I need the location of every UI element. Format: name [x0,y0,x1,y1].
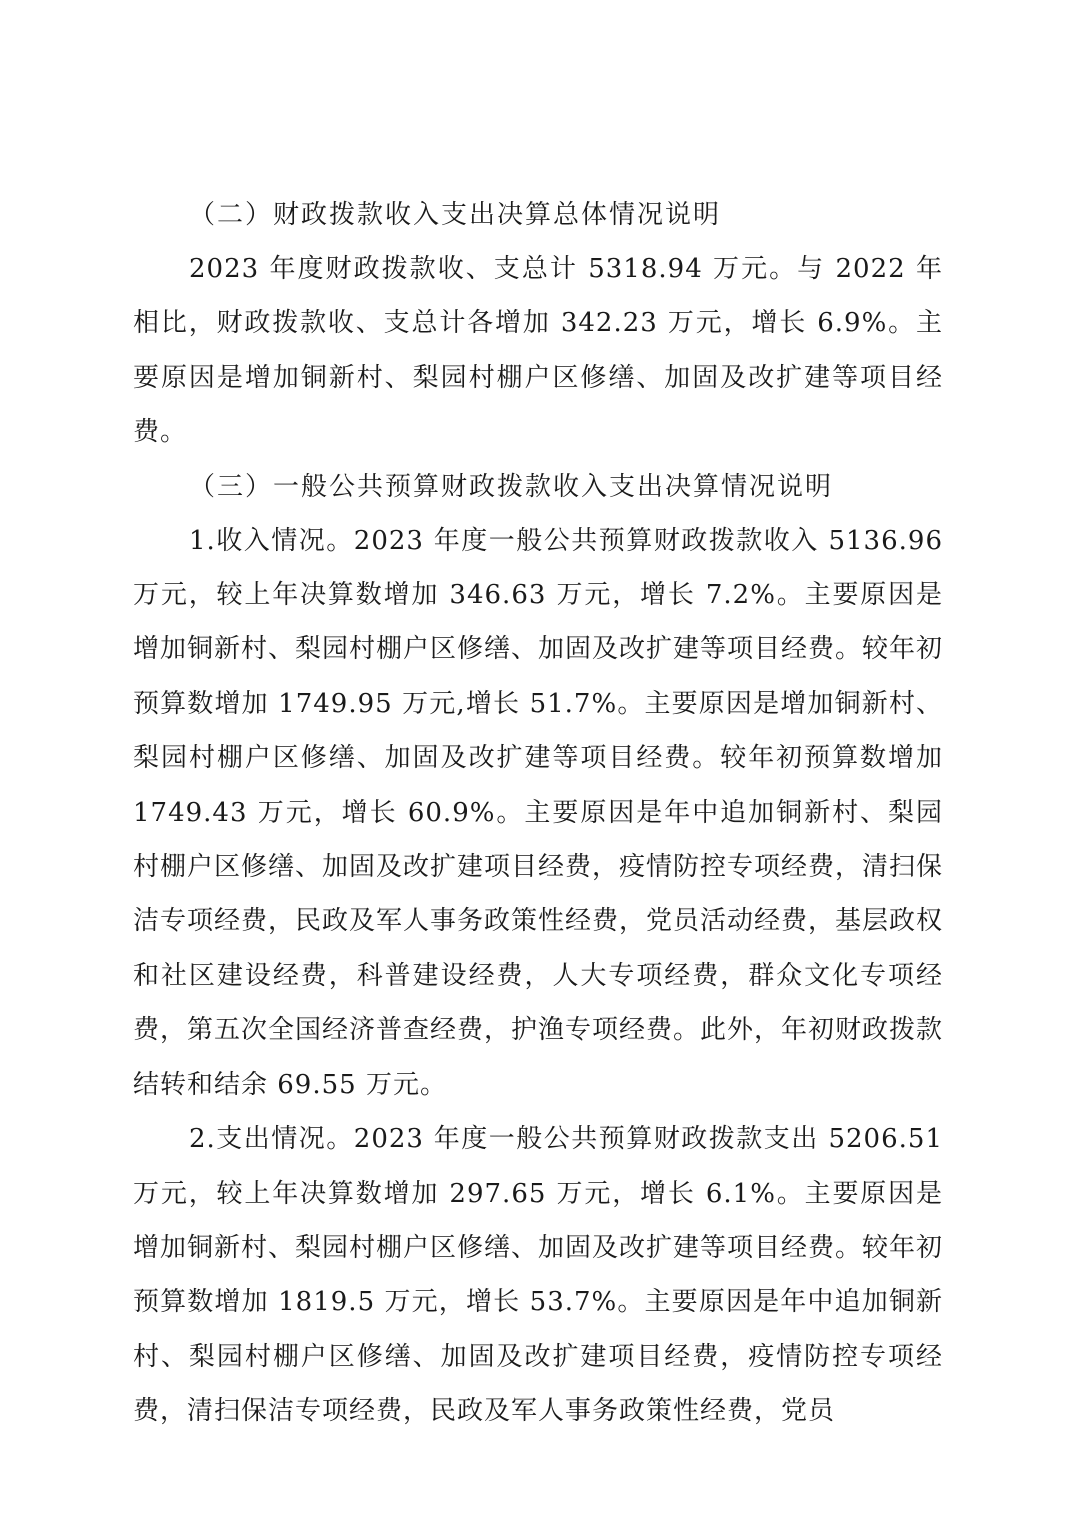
paragraph-overall: 2023 年度财政拨款收、支总计 5318.94 万元。与 2022 年相比，财政拨款收、支总计各增加 342.23 万元，增长 6.9%。主要原因是增加铜新村、梨园村棚户区修缮、加固及改扩建等项目经费。 [133,254,943,448]
paragraph-expense: 2.支出情况。2023 年度一般公共预算财政拨款支出 5206.51 万元，较上年决算数增加 297.65 万元，增长 6.1%。主要原因是增加铜新村、梨园村棚户区修缮、加固及改扩建等项目经费。较年初预算数增加 1819.5 万元，增长 53.7%。主要原因是年中追加铜新村、梨园村棚户区修缮、加固及改扩建项目经费，疫情防控专项经费，清扫保洁专项经费，民政及军人事务政策性经费，党员 [133,1124,944,1427]
paragraph-income: 1.收入情况。2023 年度一般公共预算财政拨款收入 5136.96 万元，较上年决算数增加 346.63 万元，增长 7.2%。主要原因是增加铜新村、梨园村棚户区修缮、加固及改扩建等项目经费。较年初预算数增加 1749.95 万元,增长 51.7%。主要原因是增加铜新村、梨园村棚户区修缮、加固及改扩建等项目经费。较年初预算数增加 1749.43 万元，增长 60.9%。主要原因是年中追加铜新村、梨园村棚户区修缮、加固及改扩建项目经费，疫情防控专项经费，清扫保洁专项经费，民政及军人事务政策性经费，党员活动经费，基层政权和社区建设经费，科普建设经费，人大专项经费，群众文化专项经费，第五次全国经济普查经费，护渔专项经费。此外，年初财政拨款结转和结余 69.55 万元。 [133,525,944,1100]
section-heading-2: （二）财政拨款收入支出决算总体情况说明 [189,200,722,230]
section-heading-3: （三）一般公共预算财政拨款收入支出决算情况说明 [189,471,834,502]
document-page [133,188,943,1439]
